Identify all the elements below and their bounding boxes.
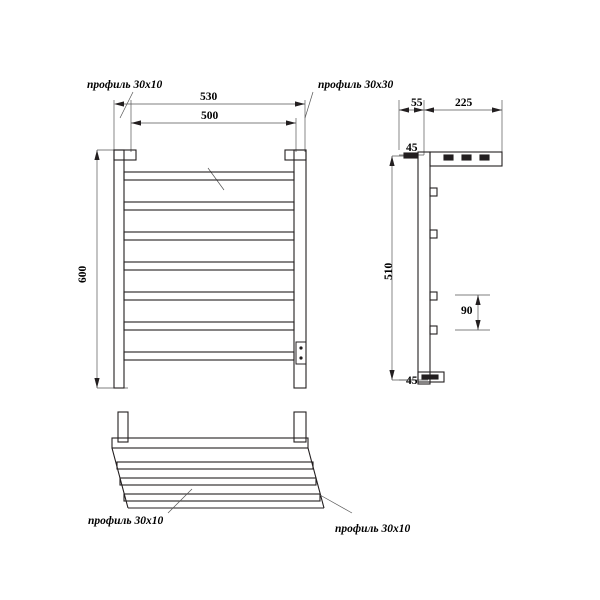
dimension-width-inner: 500 bbox=[201, 110, 219, 122]
dimension-depth-bracket: 55 bbox=[411, 97, 423, 109]
callout-profile-30x10-top-left: профиль 30x10 bbox=[87, 79, 163, 91]
dimension-height-mount: 510 bbox=[383, 262, 395, 280]
dimension-depth-arm: 225 bbox=[455, 97, 473, 109]
dimension-top-offset: 45 bbox=[406, 142, 418, 154]
callout-profile-30x30-top-right: профиль 30x30 bbox=[318, 79, 394, 91]
dimension-height-overall: 600 bbox=[77, 265, 89, 283]
callout-profile-30x10-bottom-right: профиль 30x10 bbox=[335, 523, 411, 535]
dimension-rung-spacing: 90 bbox=[461, 305, 473, 317]
callout-profile-30x10-bottom-left: профиль 30x10 bbox=[88, 515, 164, 527]
dimension-width-overall: 530 bbox=[200, 91, 218, 103]
dimension-bottom-offset: 45 bbox=[406, 375, 418, 387]
